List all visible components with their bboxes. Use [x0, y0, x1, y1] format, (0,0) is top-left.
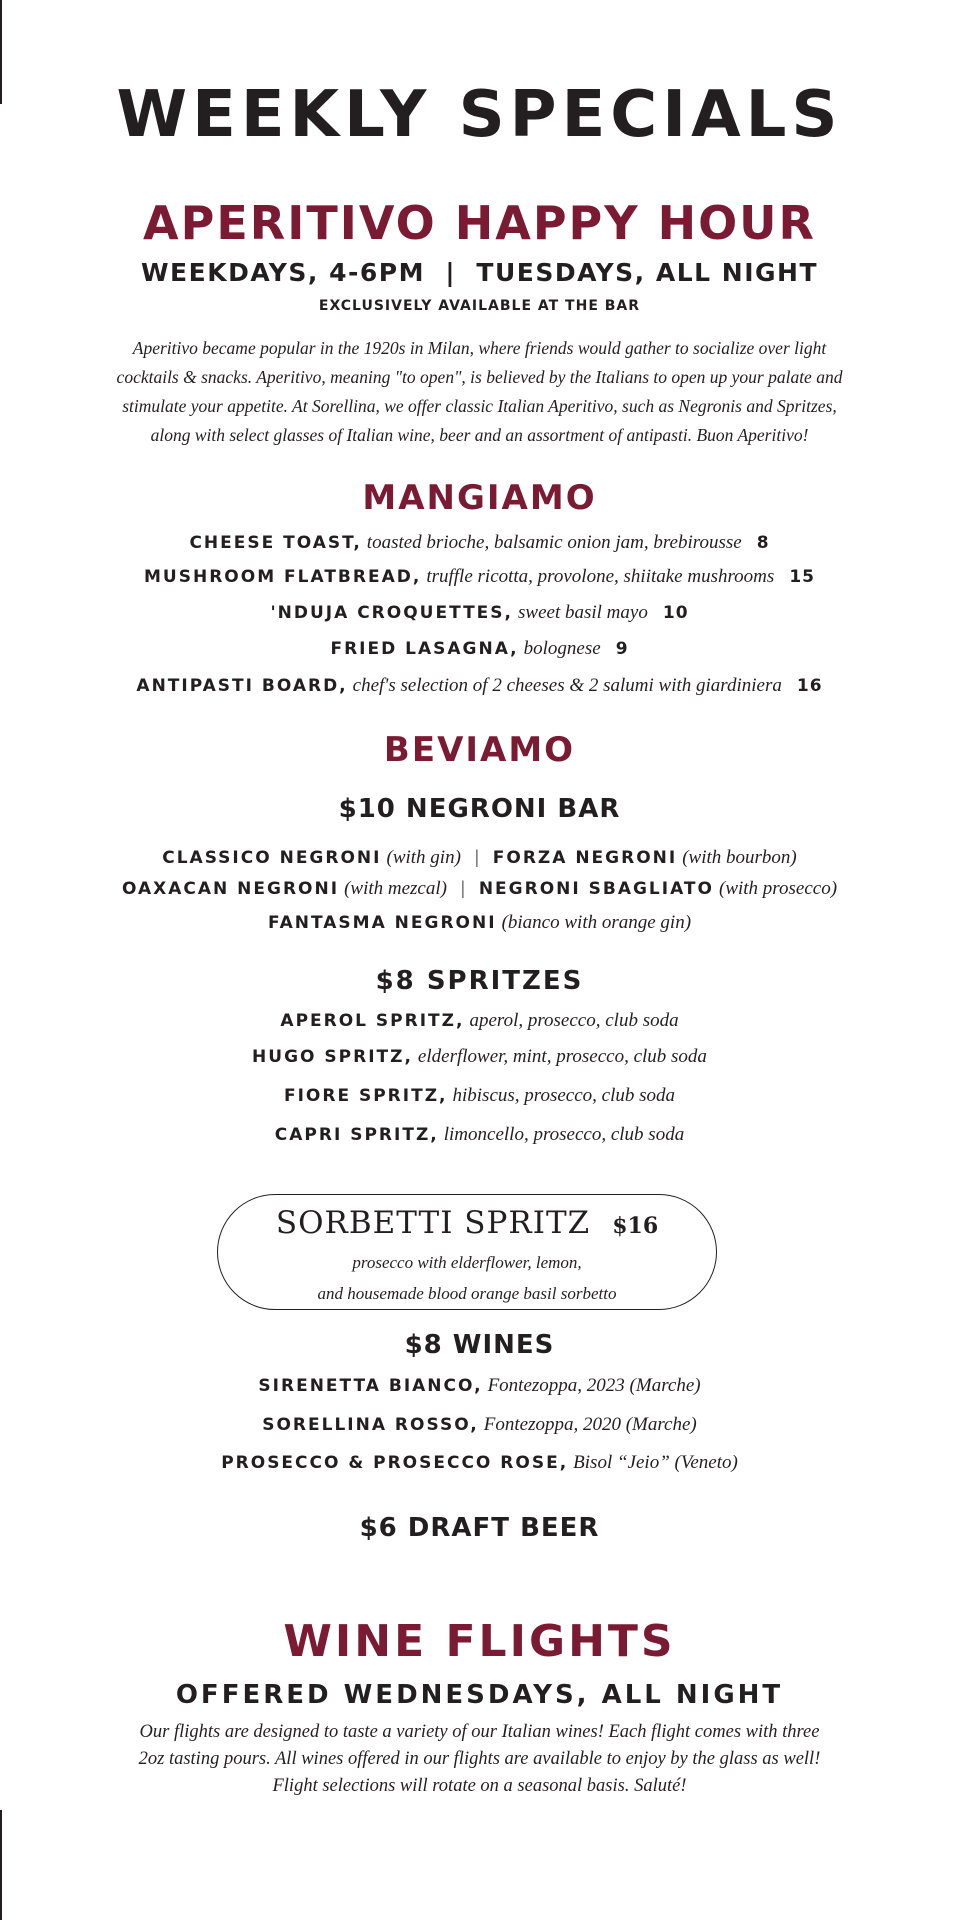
- item-description: (with mezcal): [344, 878, 447, 899]
- item-name: PROSECCO & PROSECCO ROSE,: [221, 1453, 569, 1473]
- sorbetti-description-line: and housemade blood orange basil sorbetto: [317, 1284, 617, 1303]
- description-line: cocktails & snacks. Aperitivo, meaning "to open", is believed by the Italians to open up your palate and: [116, 367, 843, 387]
- separator: |: [474, 847, 479, 868]
- item-price: 16: [796, 676, 823, 696]
- happy-hour-schedule: WEEKDAYS, 4-6PM | TUESDAYS, ALL NIGHT: [140, 258, 819, 287]
- wine-item: [0, 1414, 959, 1436]
- separator: |: [460, 878, 465, 899]
- happy-hour-description: [0, 334, 959, 450]
- item-description: Fontezoppa, 2023 (Marche): [487, 1375, 701, 1396]
- item-name: HUGO SPRITZ,: [252, 1047, 413, 1067]
- item-name: SORELLINA ROSSO,: [262, 1415, 479, 1435]
- negroni-row: [0, 847, 959, 869]
- description-line: along with select glasses of Italian wine, beer and an assortment of antipasti. Buon Aperitivo!: [150, 425, 809, 445]
- item-name: APEROL SPRITZ,: [280, 1011, 465, 1031]
- item-price: 15: [789, 567, 815, 587]
- item-price: 8: [756, 533, 770, 553]
- wine-flights-description: [0, 1719, 959, 1800]
- negroni-row: [0, 912, 959, 934]
- wine-flights-schedule: OFFERED WEDNESDAYS, ALL NIGHT: [175, 1680, 784, 1710]
- sorbetti-spritz-feature: [217, 1194, 717, 1310]
- menu-item: [0, 602, 959, 624]
- item-name: FANTASMA NEGRONI: [267, 913, 497, 933]
- item-name: CHEESE TOAST,: [189, 533, 362, 553]
- item-description: (with prosecco): [719, 878, 838, 899]
- sorbetti-title: [218, 1205, 716, 1241]
- item-name: 'NDUJA CROQUETTES,: [270, 603, 513, 623]
- wine-flights-heading: WINE FLIGHTS: [283, 1616, 676, 1667]
- item-name: NEGRONI SBAGLIATO: [478, 879, 714, 899]
- wine-item: [0, 1452, 959, 1474]
- item-description: toasted brioche, balsamic onion jam, brebirousse: [366, 532, 742, 553]
- item-description: chef's selection of 2 cheeses & 2 salumi with giardiniera: [352, 675, 782, 696]
- sorbetti-price: $16: [612, 1213, 659, 1239]
- wines-heading: $8 WINES: [404, 1330, 555, 1360]
- spritz-item: [0, 1010, 959, 1032]
- item-name: FRIED LASAGNA,: [330, 639, 519, 659]
- item-description: aperol, prosecco, club soda: [469, 1010, 679, 1031]
- happy-hour-note: EXCLUSIVELY AVAILABLE AT THE BAR: [318, 298, 641, 314]
- sorbetti-description: [218, 1247, 716, 1309]
- menu-item: [0, 675, 959, 697]
- page-title: WEEKLY SPECIALS: [116, 78, 843, 152]
- sorbetti-name: SORBETTI SPRITZ: [275, 1205, 591, 1241]
- menu-item: [0, 566, 959, 588]
- menu-item: [0, 638, 959, 660]
- wine-item: [0, 1375, 959, 1397]
- item-name: MUSHROOM FLATBREAD,: [144, 567, 422, 587]
- happy-hour-heading: APERITIVO HAPPY HOUR: [143, 196, 816, 250]
- item-description: Fontezoppa, 2020 (Marche): [483, 1414, 697, 1435]
- description-line: Our flights are designed to taste a variety of our Italian wines! Each flight comes with three: [139, 1722, 820, 1742]
- item-description: (with bourbon): [682, 847, 797, 868]
- item-description: (with gin): [386, 847, 461, 868]
- spritz-item: [0, 1124, 959, 1146]
- spritzes-heading: $8 SPRITZES: [375, 966, 584, 996]
- item-name: FORZA NEGRONI: [492, 848, 678, 868]
- item-name: CAPRI SPRITZ,: [274, 1125, 439, 1145]
- description-line: stimulate your appetite. At Sorellina, we offer classic Italian Aperitivo, such as Negronis and Spritzes,: [122, 396, 837, 416]
- edge-mark-bottom: [0, 1810, 2, 1920]
- negroni-heading: $10 NEGRONI BAR: [338, 794, 621, 824]
- item-description: truffle ricotta, provolone, shiitake mushrooms: [426, 566, 775, 587]
- negroni-row: [0, 878, 959, 900]
- mangiamo-heading: MANGIAMO: [362, 478, 597, 518]
- menu-item: [0, 532, 959, 554]
- item-name: CLASSICO NEGRONI: [162, 848, 382, 868]
- item-description: bolognese: [523, 638, 601, 659]
- item-price: 9: [615, 639, 629, 659]
- spritz-item: [0, 1046, 959, 1068]
- item-name: OAXACAN NEGRONI: [121, 879, 340, 899]
- item-description: Bisol “Jeio” (Veneto): [573, 1452, 738, 1473]
- item-description: elderflower, mint, prosecco, club soda: [417, 1046, 707, 1067]
- draft-beer-heading: $6 DRAFT BEER: [359, 1513, 600, 1543]
- item-name: SIRENETTA BIANCO,: [258, 1376, 483, 1396]
- item-name: ANTIPASTI BOARD,: [136, 676, 348, 696]
- spritz-item: [0, 1085, 959, 1107]
- item-price: 10: [662, 603, 689, 623]
- item-description: limoncello, prosecco, club soda: [443, 1124, 685, 1145]
- item-description: (bianco with orange gin): [501, 912, 692, 933]
- beviamo-heading: BEVIAMO: [383, 730, 576, 770]
- description-line: 2oz tasting pours. All wines offered in our flights are available to enjoy by the glass as well!: [138, 1749, 821, 1769]
- item-description: hibiscus, prosecco, club soda: [452, 1085, 676, 1106]
- description-line: Flight selections will rotate on a seasonal basis. Saluté!: [272, 1776, 687, 1796]
- item-description: sweet basil mayo: [518, 602, 648, 623]
- item-name: FIORE SPRITZ,: [283, 1086, 448, 1106]
- description-line: Aperitivo became popular in the 1920s in Milan, where friends would gather to socialize over light: [132, 338, 827, 358]
- sorbetti-description-line: prosecco with elderflower, lemon,: [352, 1253, 582, 1272]
